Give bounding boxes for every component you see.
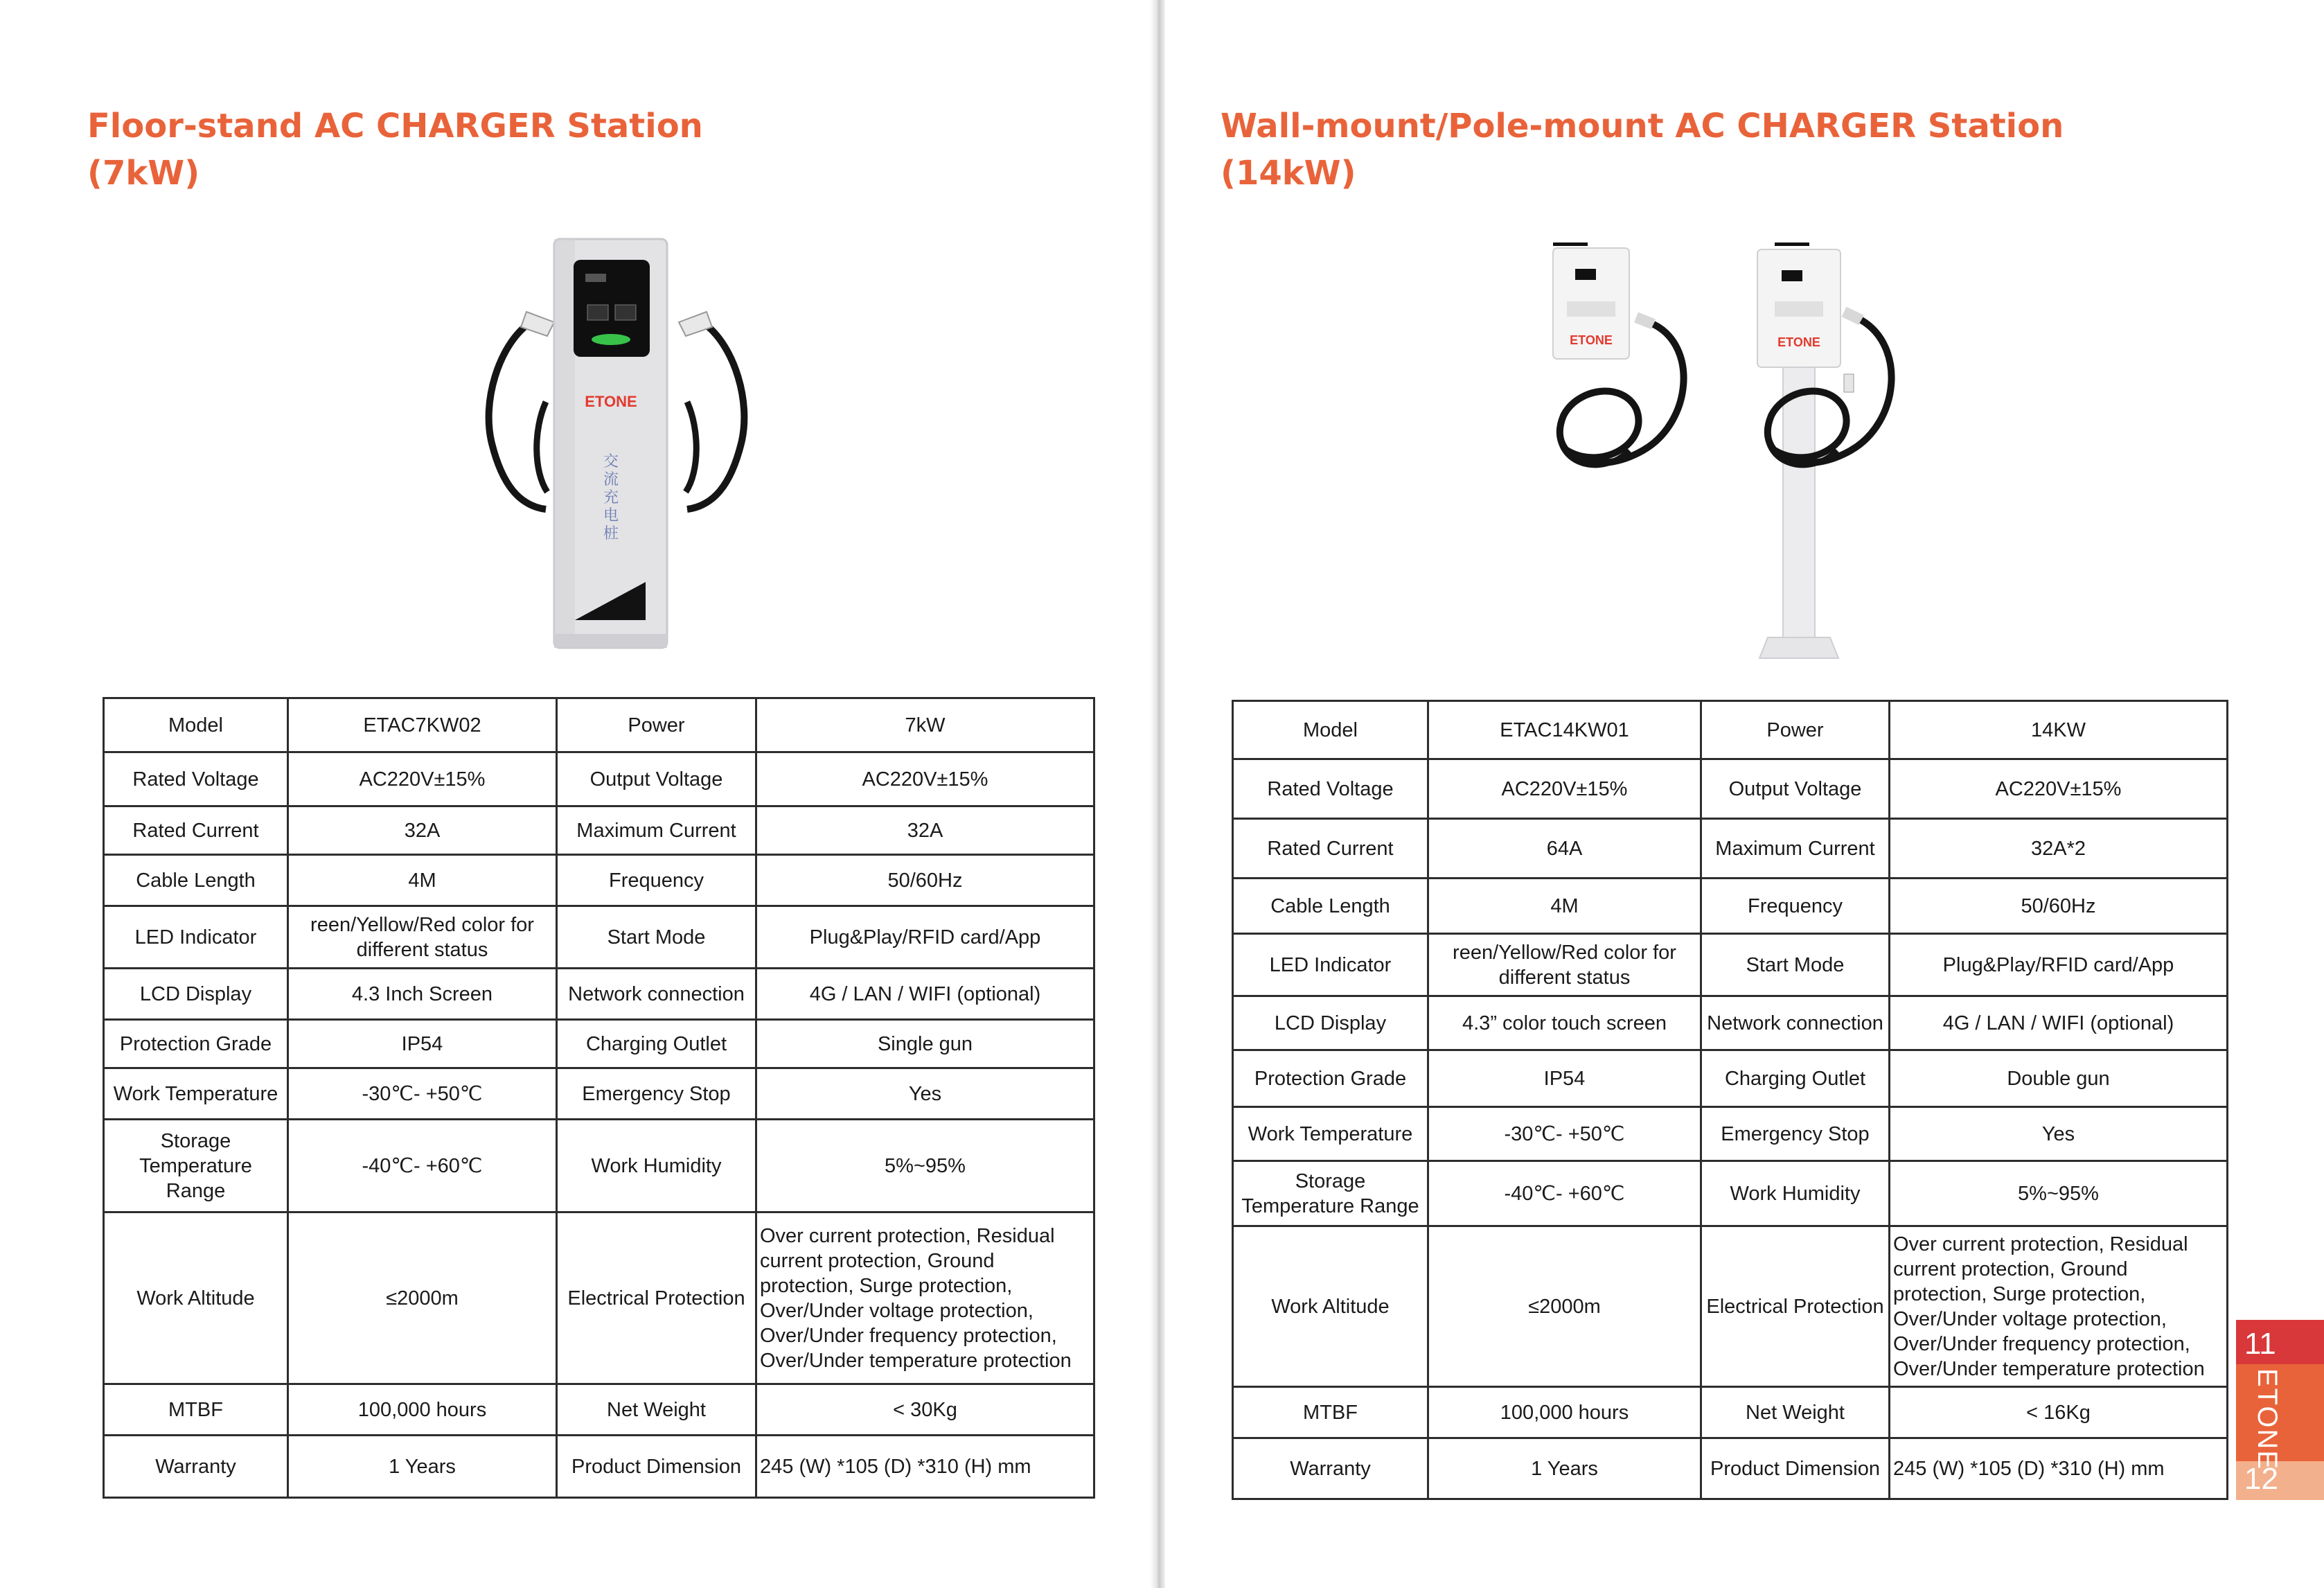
- side-tab-brand: ETONE: [2252, 1368, 2282, 1471]
- left-param-label: Product Dimension: [557, 1436, 756, 1498]
- right-param-value: ETAC14KW01: [1428, 701, 1701, 759]
- left-param-label: Rated Voltage: [104, 752, 288, 806]
- right-param-value: 1 Years: [1428, 1438, 1701, 1499]
- right-spec-table: [1232, 700, 2228, 1500]
- left-param-label: Work Altitude: [104, 1212, 288, 1384]
- left-param-value: 32A: [756, 806, 1094, 855]
- table-row: [1233, 819, 2228, 879]
- right-param-label: MTBF: [1233, 1387, 1428, 1438]
- left-param-value: < 30Kg: [756, 1384, 1094, 1436]
- right-param-label: Emergency Stop: [1701, 1107, 1890, 1161]
- table-row: [104, 1068, 1094, 1120]
- table-row: [1233, 934, 2228, 996]
- table-row: [1233, 996, 2228, 1050]
- left-spec-table: [103, 697, 1095, 1499]
- right-param-label: Start Mode: [1701, 934, 1890, 996]
- left-param-label: MTBF: [104, 1384, 288, 1436]
- vertical-text-char-5: 桩: [603, 525, 619, 542]
- right-title-line1: Wall-mount/Pole-mount AC CHARGER Station: [1221, 107, 2064, 145]
- left-param-value: 7kW: [756, 698, 1094, 752]
- right-param-label: Protection Grade: [1233, 1050, 1428, 1107]
- left-param-label: Warranty: [104, 1436, 288, 1498]
- left-param-value: ≤2000m: [288, 1212, 557, 1384]
- right-param-label: Power: [1701, 701, 1890, 759]
- right-param-label: Electrical Protection: [1701, 1226, 1890, 1387]
- table-row: [1233, 879, 2228, 934]
- table-row: [1233, 1161, 2228, 1226]
- left-title-line1: Floor-stand AC CHARGER Station: [87, 107, 703, 145]
- table-row: [104, 1436, 1094, 1498]
- right-param-value: IP54: [1428, 1050, 1701, 1107]
- left-param-value: 100,000 hours: [288, 1384, 557, 1436]
- vertical-text-char-4: 电: [603, 507, 619, 524]
- left-param-value: -30℃- +50℃: [288, 1068, 557, 1120]
- left-title-line2: (7kW): [87, 154, 200, 193]
- left-param-label: Output Voltage: [557, 752, 756, 806]
- left-param-label: Storage Temperature Range: [104, 1120, 288, 1212]
- left-param-label: Power: [557, 698, 756, 752]
- left-param-label: Network connection: [557, 969, 756, 1020]
- left-param-value: AC220V±15%: [756, 752, 1094, 806]
- etone-logo-pole: ETONE: [1777, 335, 1820, 349]
- table-row: [1233, 1107, 2228, 1161]
- right-param-label: Net Weight: [1701, 1387, 1890, 1438]
- left-param-value: 4G / LAN / WIFI (optional): [756, 969, 1094, 1020]
- table-row: [1233, 759, 2228, 819]
- right-param-value: 4.3” color touch screen: [1428, 996, 1701, 1050]
- right-param-label: Charging Outlet: [1701, 1050, 1890, 1107]
- etone-logo-wall: ETONE: [1570, 333, 1613, 347]
- right-param-label: Work Humidity: [1701, 1161, 1890, 1226]
- right-param-value: 5%~95%: [1890, 1161, 2228, 1226]
- right-param-label: Work Temperature: [1233, 1107, 1428, 1161]
- right-param-label: Output Voltage: [1701, 759, 1890, 819]
- table-row: [104, 1212, 1094, 1384]
- wall-pole-charger-image: [1539, 242, 1941, 665]
- table-row: [1233, 1050, 2228, 1107]
- right-param-value: AC220V±15%: [1890, 759, 2228, 819]
- table-row: [1233, 1438, 2228, 1499]
- left-page: [0, 0, 1155, 1588]
- right-param-label: Product Dimension: [1701, 1438, 1890, 1499]
- table-row: [104, 1020, 1094, 1068]
- left-param-label: Rated Current: [104, 806, 288, 855]
- vertical-text-char-1: 交: [603, 453, 619, 470]
- right-param-value: 4G / LAN / WIFI (optional): [1890, 996, 2228, 1050]
- right-param-value: Over current protection, Residual current protection, Ground protection, Surge protection, Over/Under voltage protection, Over/Under frequency protection, Over/Under temperature protection: [1890, 1226, 2228, 1387]
- left-param-label: Start Mode: [557, 906, 756, 969]
- left-param-value: Over current protection, Residual current protection, Ground protection, Surge protection, Over/Under voltage protection, Over/Under frequency protection, Over/Under temperature protection: [756, 1212, 1094, 1384]
- right-param-label: Frequency: [1701, 879, 1890, 934]
- left-param-label: Net Weight: [557, 1384, 756, 1436]
- right-param-label: Maximum Current: [1701, 819, 1890, 879]
- left-param-value: 5%~95%: [756, 1120, 1094, 1212]
- book-gutter: [1150, 0, 1165, 1588]
- table-row: [104, 806, 1094, 855]
- table-row: [104, 698, 1094, 752]
- left-param-label: Emergency Stop: [557, 1068, 756, 1120]
- page-number-12: 12: [2244, 1462, 2278, 1496]
- left-param-label: Cable Length: [104, 855, 288, 906]
- right-param-label: Network connection: [1701, 996, 1890, 1050]
- table-row: [1233, 701, 2228, 759]
- left-param-value: 32A: [288, 806, 557, 855]
- left-param-value: 1 Years: [288, 1436, 557, 1498]
- right-param-label: Work Altitude: [1233, 1226, 1428, 1387]
- right-param-value: 32A*2: [1890, 819, 2228, 879]
- right-param-value: AC220V±15%: [1428, 759, 1701, 819]
- left-param-value: 245 (W) *105 (D) *310 (H) mm: [756, 1436, 1094, 1498]
- left-param-label: Model: [104, 698, 288, 752]
- right-param-value: 14KW: [1890, 701, 2228, 759]
- right-param-value: 245 (W) *105 (D) *310 (H) mm: [1890, 1438, 2228, 1499]
- right-param-label: Storage Temperature Range: [1233, 1161, 1428, 1226]
- right-param-label: LED Indicator: [1233, 934, 1428, 996]
- right-param-value: Plug&Play/RFID card/App: [1890, 934, 2228, 996]
- table-row: [104, 855, 1094, 906]
- etone-logo: ETONE: [585, 393, 637, 410]
- page-number-11: 11: [2244, 1327, 2276, 1361]
- left-param-value: ETAC7KW02: [288, 698, 557, 752]
- table-row: [1233, 1226, 2228, 1387]
- left-page-title: [87, 103, 703, 197]
- table-row: [1233, 1387, 2228, 1438]
- right-param-value: reen/Yellow/Red color for different status: [1428, 934, 1701, 996]
- right-param-value: Double gun: [1890, 1050, 2228, 1107]
- right-param-label: Rated Current: [1233, 819, 1428, 879]
- left-param-value: 4.3 Inch Screen: [288, 969, 557, 1020]
- right-param-value: 50/60Hz: [1890, 879, 2228, 934]
- left-param-value: Yes: [756, 1068, 1094, 1120]
- left-param-value: 4M: [288, 855, 557, 906]
- floor-stand-charger-image: [485, 236, 748, 665]
- right-param-label: Model: [1233, 701, 1428, 759]
- left-param-label: Electrical Protection: [557, 1212, 756, 1384]
- left-param-value: -40℃- +60℃: [288, 1120, 557, 1212]
- left-param-label: LCD Display: [104, 969, 288, 1020]
- vertical-text-char-2: 流: [603, 471, 619, 488]
- right-param-value: 100,000 hours: [1428, 1387, 1701, 1438]
- right-param-value: Yes: [1890, 1107, 2228, 1161]
- right-param-label: LCD Display: [1233, 996, 1428, 1050]
- vertical-text-char-3: 充: [603, 489, 619, 506]
- left-param-label: Work Humidity: [557, 1120, 756, 1212]
- right-param-value: ≤2000m: [1428, 1226, 1701, 1387]
- left-param-value: Plug&Play/RFID card/App: [756, 906, 1094, 969]
- right-param-label: Rated Voltage: [1233, 759, 1428, 819]
- right-param-value: 4M: [1428, 879, 1701, 934]
- left-param-value: AC220V±15%: [288, 752, 557, 806]
- left-param-label: Protection Grade: [104, 1020, 288, 1068]
- page-side-tab: [2236, 1320, 2324, 1500]
- left-param-value: 50/60Hz: [756, 855, 1094, 906]
- left-param-label: Maximum Current: [557, 806, 756, 855]
- table-row: [104, 1120, 1094, 1212]
- table-row: [104, 906, 1094, 969]
- table-row: [104, 969, 1094, 1020]
- right-page: [1165, 0, 2324, 1588]
- table-row: [104, 752, 1094, 806]
- left-param-value: reen/Yellow/Red color for different status: [288, 906, 557, 969]
- right-param-value: 64A: [1428, 819, 1701, 879]
- right-param-value: < 16Kg: [1890, 1387, 2228, 1438]
- left-param-label: Work Temperature: [104, 1068, 288, 1120]
- table-row: [104, 1384, 1094, 1436]
- left-param-label: Charging Outlet: [557, 1020, 756, 1068]
- left-param-label: LED Indicator: [104, 906, 288, 969]
- right-param-label: Warranty: [1233, 1438, 1428, 1499]
- right-title-line2: (14kW): [1221, 154, 1356, 193]
- left-param-value: Single gun: [756, 1020, 1094, 1068]
- left-param-label: Frequency: [557, 855, 756, 906]
- right-page-title: [1221, 103, 2064, 197]
- left-param-value: IP54: [288, 1020, 557, 1068]
- right-param-value: -30℃- +50℃: [1428, 1107, 1701, 1161]
- right-param-value: -40℃- +60℃: [1428, 1161, 1701, 1226]
- right-param-label: Cable Length: [1233, 879, 1428, 934]
